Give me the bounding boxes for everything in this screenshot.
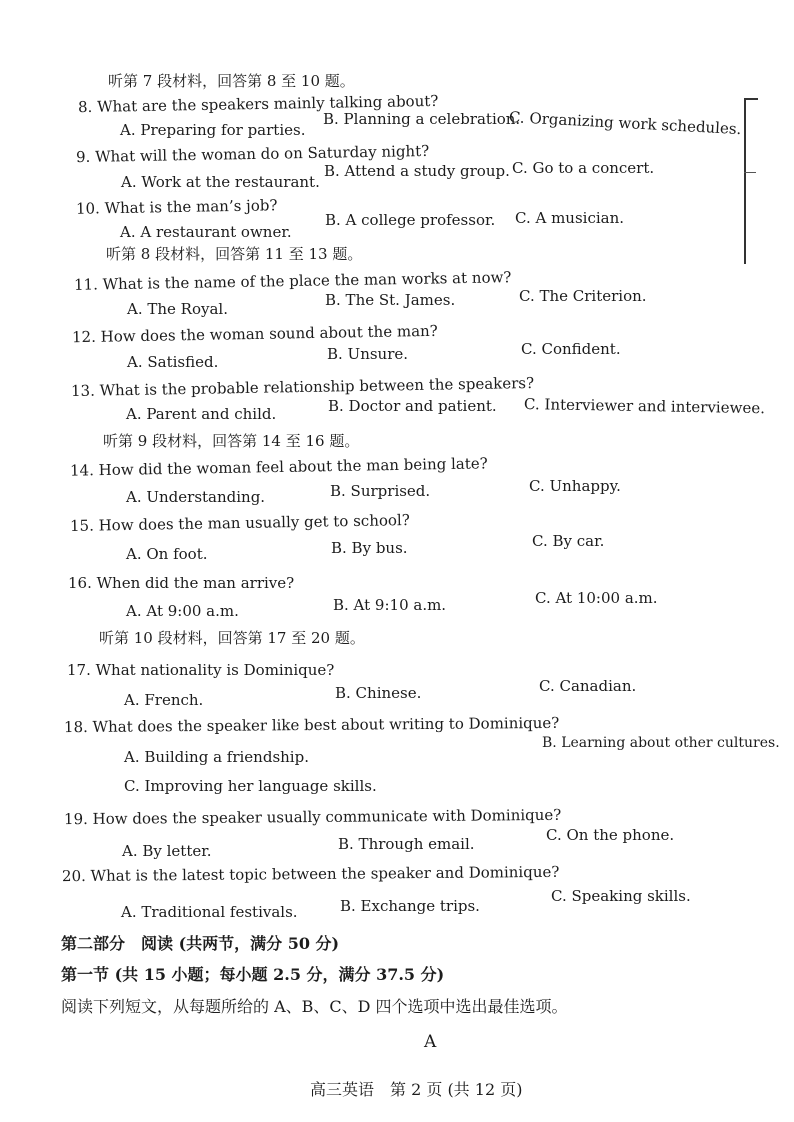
question-19: 19. How does the speaker usually communicate with Dominique?	[63, 805, 562, 829]
section-heading-9: 听第 9 段材料，回答第 14 至 16 题。	[103, 432, 360, 450]
q13-option-a: A. Parent and child.	[126, 405, 277, 423]
q20-option-a: A. Traditional festivals.	[121, 903, 298, 921]
q10-option-b: B. A college professor.	[325, 211, 496, 229]
q11-option-c: C. The Criterion.	[519, 287, 647, 305]
reading-instruction: 阅读下列短文，从每题所给的 A、B、C、D 四个选项中选出最佳选项。	[61, 997, 568, 1016]
q17-option-c: C. Canadian.	[539, 677, 637, 695]
q16-option-a: A. At 9:00 a.m.	[126, 602, 239, 620]
q8-option-a: A. Preparing for parties.	[120, 121, 306, 139]
passage-letter: A	[424, 1032, 437, 1052]
q13-option-b: B. Doctor and patient.	[328, 397, 497, 415]
section-heading-7: 听第 7 段材料，回答第 8 至 10 题。	[108, 72, 355, 90]
q12-option-b: B. Unsure.	[327, 345, 409, 363]
question-9: 9. What will the woman do on Saturday night?	[75, 141, 430, 167]
q18-option-b: B. Learning about other cultures.	[542, 735, 780, 751]
q16-option-b: B. At 9:10 a.m.	[333, 596, 447, 614]
question-8: 8. What are the speakers mainly talking about?	[77, 91, 439, 117]
q17-option-b: B. Chinese.	[335, 684, 422, 702]
q10-option-a: A. A restaurant owner.	[120, 223, 292, 241]
q15-option-c: C. By car.	[532, 532, 605, 550]
question-10: 10. What is the man’s job?	[75, 196, 278, 218]
question-14: 14. How did the woman feel about the man being late?	[69, 454, 488, 480]
q17-option-a: A. French.	[124, 691, 204, 709]
question-13: 13. What is the probable relationship between the speakers?	[70, 373, 535, 401]
q8-option-b: B. Planning a celebration.	[323, 110, 521, 128]
q10-option-c: C. A musician.	[515, 209, 625, 227]
q19-option-a: A. By letter.	[122, 842, 212, 860]
q11-option-a: A. The Royal.	[127, 300, 228, 318]
q12-option-c: C. Confident.	[521, 340, 621, 358]
q14-option-a: A. Understanding.	[126, 488, 266, 506]
part-two-heading: 第二部分 阅读 (共两节，满分 50 分)	[61, 934, 340, 953]
q15-option-b: B. By bus.	[331, 539, 408, 557]
question-15: 15. How does the man usually get to school?	[69, 511, 410, 535]
section-heading-10: 听第 10 段材料，回答第 17 至 20 题。	[99, 629, 365, 647]
question-20: 20. What is the latest topic between the speaker and Dominique?	[61, 862, 560, 886]
question-12: 12. How does the woman sound about the man?	[71, 321, 438, 347]
page-footer: 高三英语 第 2 页 (共 12 页)	[310, 1080, 523, 1099]
question-11: 11. What is the name of the place the man works at now?	[73, 268, 512, 294]
q11-option-b: B. The St. James.	[325, 291, 456, 309]
question-16: 16. When did the man arrive?	[68, 574, 295, 592]
q19-option-b: B. Through email.	[338, 835, 475, 853]
q18-option-c: C. Improving her language skills.	[124, 777, 377, 795]
section-one-heading: 第一节 (共 15 小题；每小题 2.5 分，满分 37.5 分)	[61, 965, 445, 984]
question-18: 18. What does the speaker like best about writing to Dominique?	[63, 713, 560, 737]
q18-option-a: A. Building a friendship.	[124, 748, 309, 766]
q20-option-c: C. Speaking skills.	[551, 887, 691, 905]
q15-option-a: A. On foot.	[126, 545, 208, 563]
q13-option-c: C. Interviewer and interviewee.	[523, 395, 766, 418]
q14-option-b: B. Surprised.	[330, 482, 431, 500]
margin-bracket-tick	[744, 172, 756, 173]
question-17: 17. What nationality is Dominique?	[67, 661, 335, 679]
q9-option-b: B. Attend a study group.	[324, 162, 510, 180]
q9-option-a: A. Work at the restaurant.	[121, 173, 320, 191]
section-heading-8: 听第 8 段材料，回答第 11 至 13 题。	[106, 245, 363, 263]
q20-option-b: B. Exchange trips.	[340, 897, 480, 915]
margin-bracket	[744, 98, 758, 264]
q9-option-c: C. Go to a concert.	[512, 159, 655, 177]
q8-option-c: C. Organizing work schedules.	[508, 108, 742, 139]
q12-option-a: A. Satisfied.	[127, 353, 219, 371]
q16-option-c: C. At 10:00 a.m.	[535, 589, 658, 607]
q19-option-c: C. On the phone.	[546, 826, 675, 844]
q14-option-c: C. Unhappy.	[529, 477, 621, 495]
